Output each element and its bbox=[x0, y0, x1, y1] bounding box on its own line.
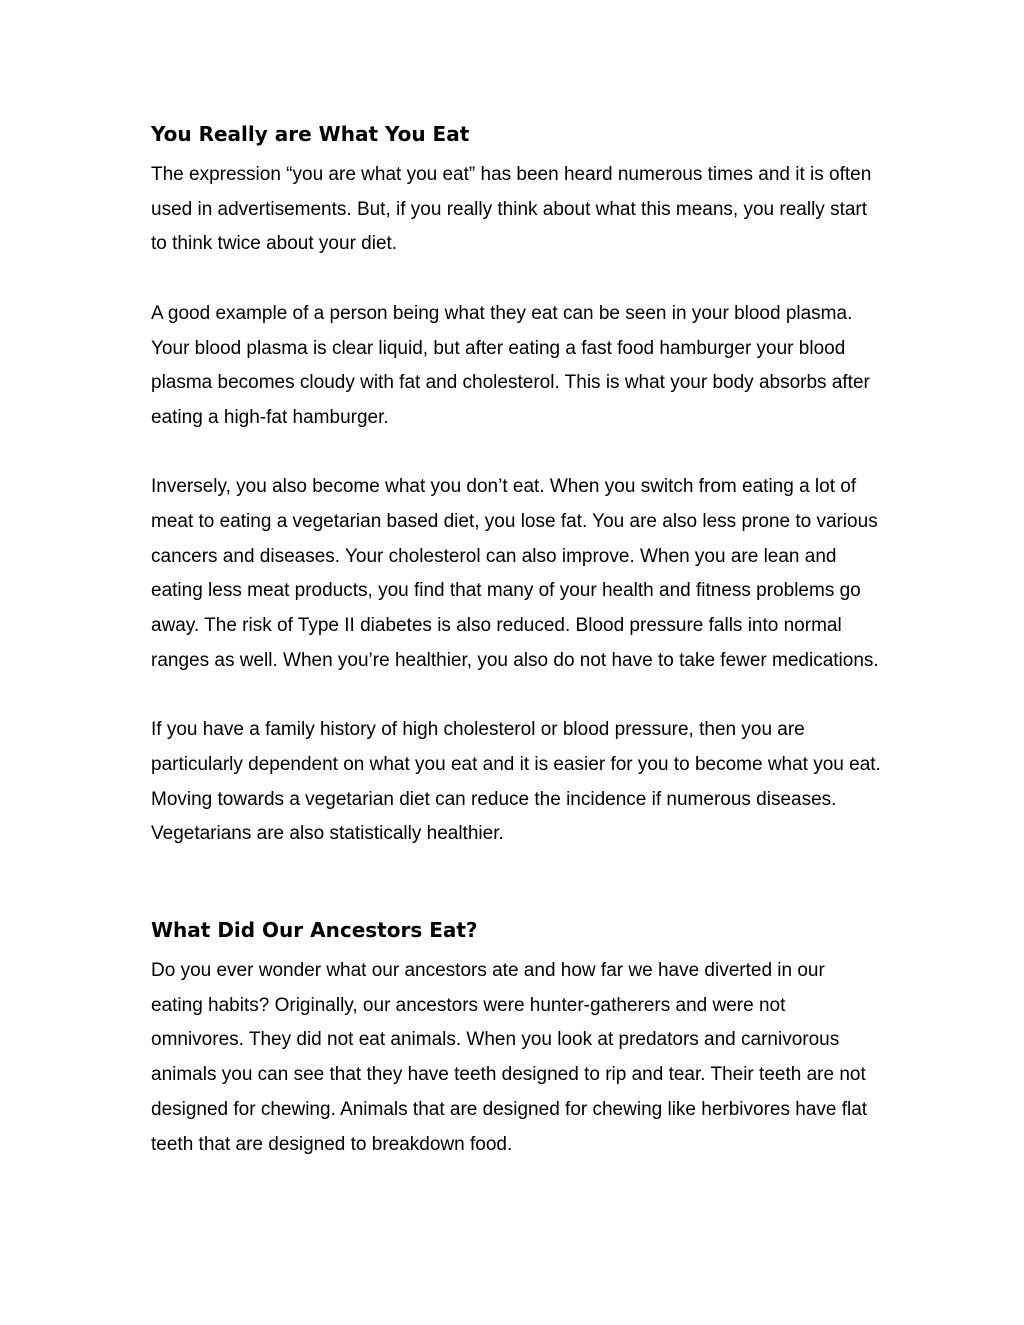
paragraph-3: Inversely, you also become what you don’t eat. When you switch from eating a lot of meat to eating a vegetarian based diet, you lose fat. You are also less prone to various cancers and diseases. Your cholesterol can also improve. When you are lean and eating less meat products, you find that many of your health and fitness problems go away. The risk of Type II diabetes is also reduced. Blood pressure falls into normal ranges as well. When you’re healthier, you also do not have to take fewer medications. bbox=[151, 476, 879, 671]
paragraph-2: A good example of a person being what they eat can be seen in your blood plasma. Your blood plasma is clear liquid, but after eating a fast food hamburger your blood plasma becomes cloudy with fat and cholesterol. This is what your body absorbs after eating a high-fat hamburger. bbox=[151, 302, 870, 428]
paragraph-1: The expression “you are what you eat” has been heard numerous times and it is often used in advertisements. But, if you really think about what this means, you really start to think twice about your diet. bbox=[151, 164, 872, 255]
paragraph-4: If you have a family history of high cholesterol or blood pressure, then you are particularly dependent on what you eat and it is easier for you to become what you eat. Moving towards a vegetarian diet can reduce the incidence if numerous diseases. Vegetarians are also statistically healthier. bbox=[151, 719, 881, 845]
paragraph-5: Do you ever wonder what our ancestors ate and how far we have diverted in our eating habits? Originally, our ancestors were hunter-gatherers and were not omnivores. They did not eat animals. When you look at predators and carnivorous animals you can see that they have teeth designed to rip and tear. Their teeth are not designed for chewing. Animals that are designed for chewing like herbivores have flat teeth that are designed to breakdown food. bbox=[151, 960, 868, 1155]
section-heading-ancestors: What Did Our Ancestors Eat? bbox=[151, 918, 478, 943]
document-page bbox=[151, 118, 881, 1162]
section-heading-you-are-what-you-eat: You Really are What You Eat bbox=[151, 122, 470, 146]
